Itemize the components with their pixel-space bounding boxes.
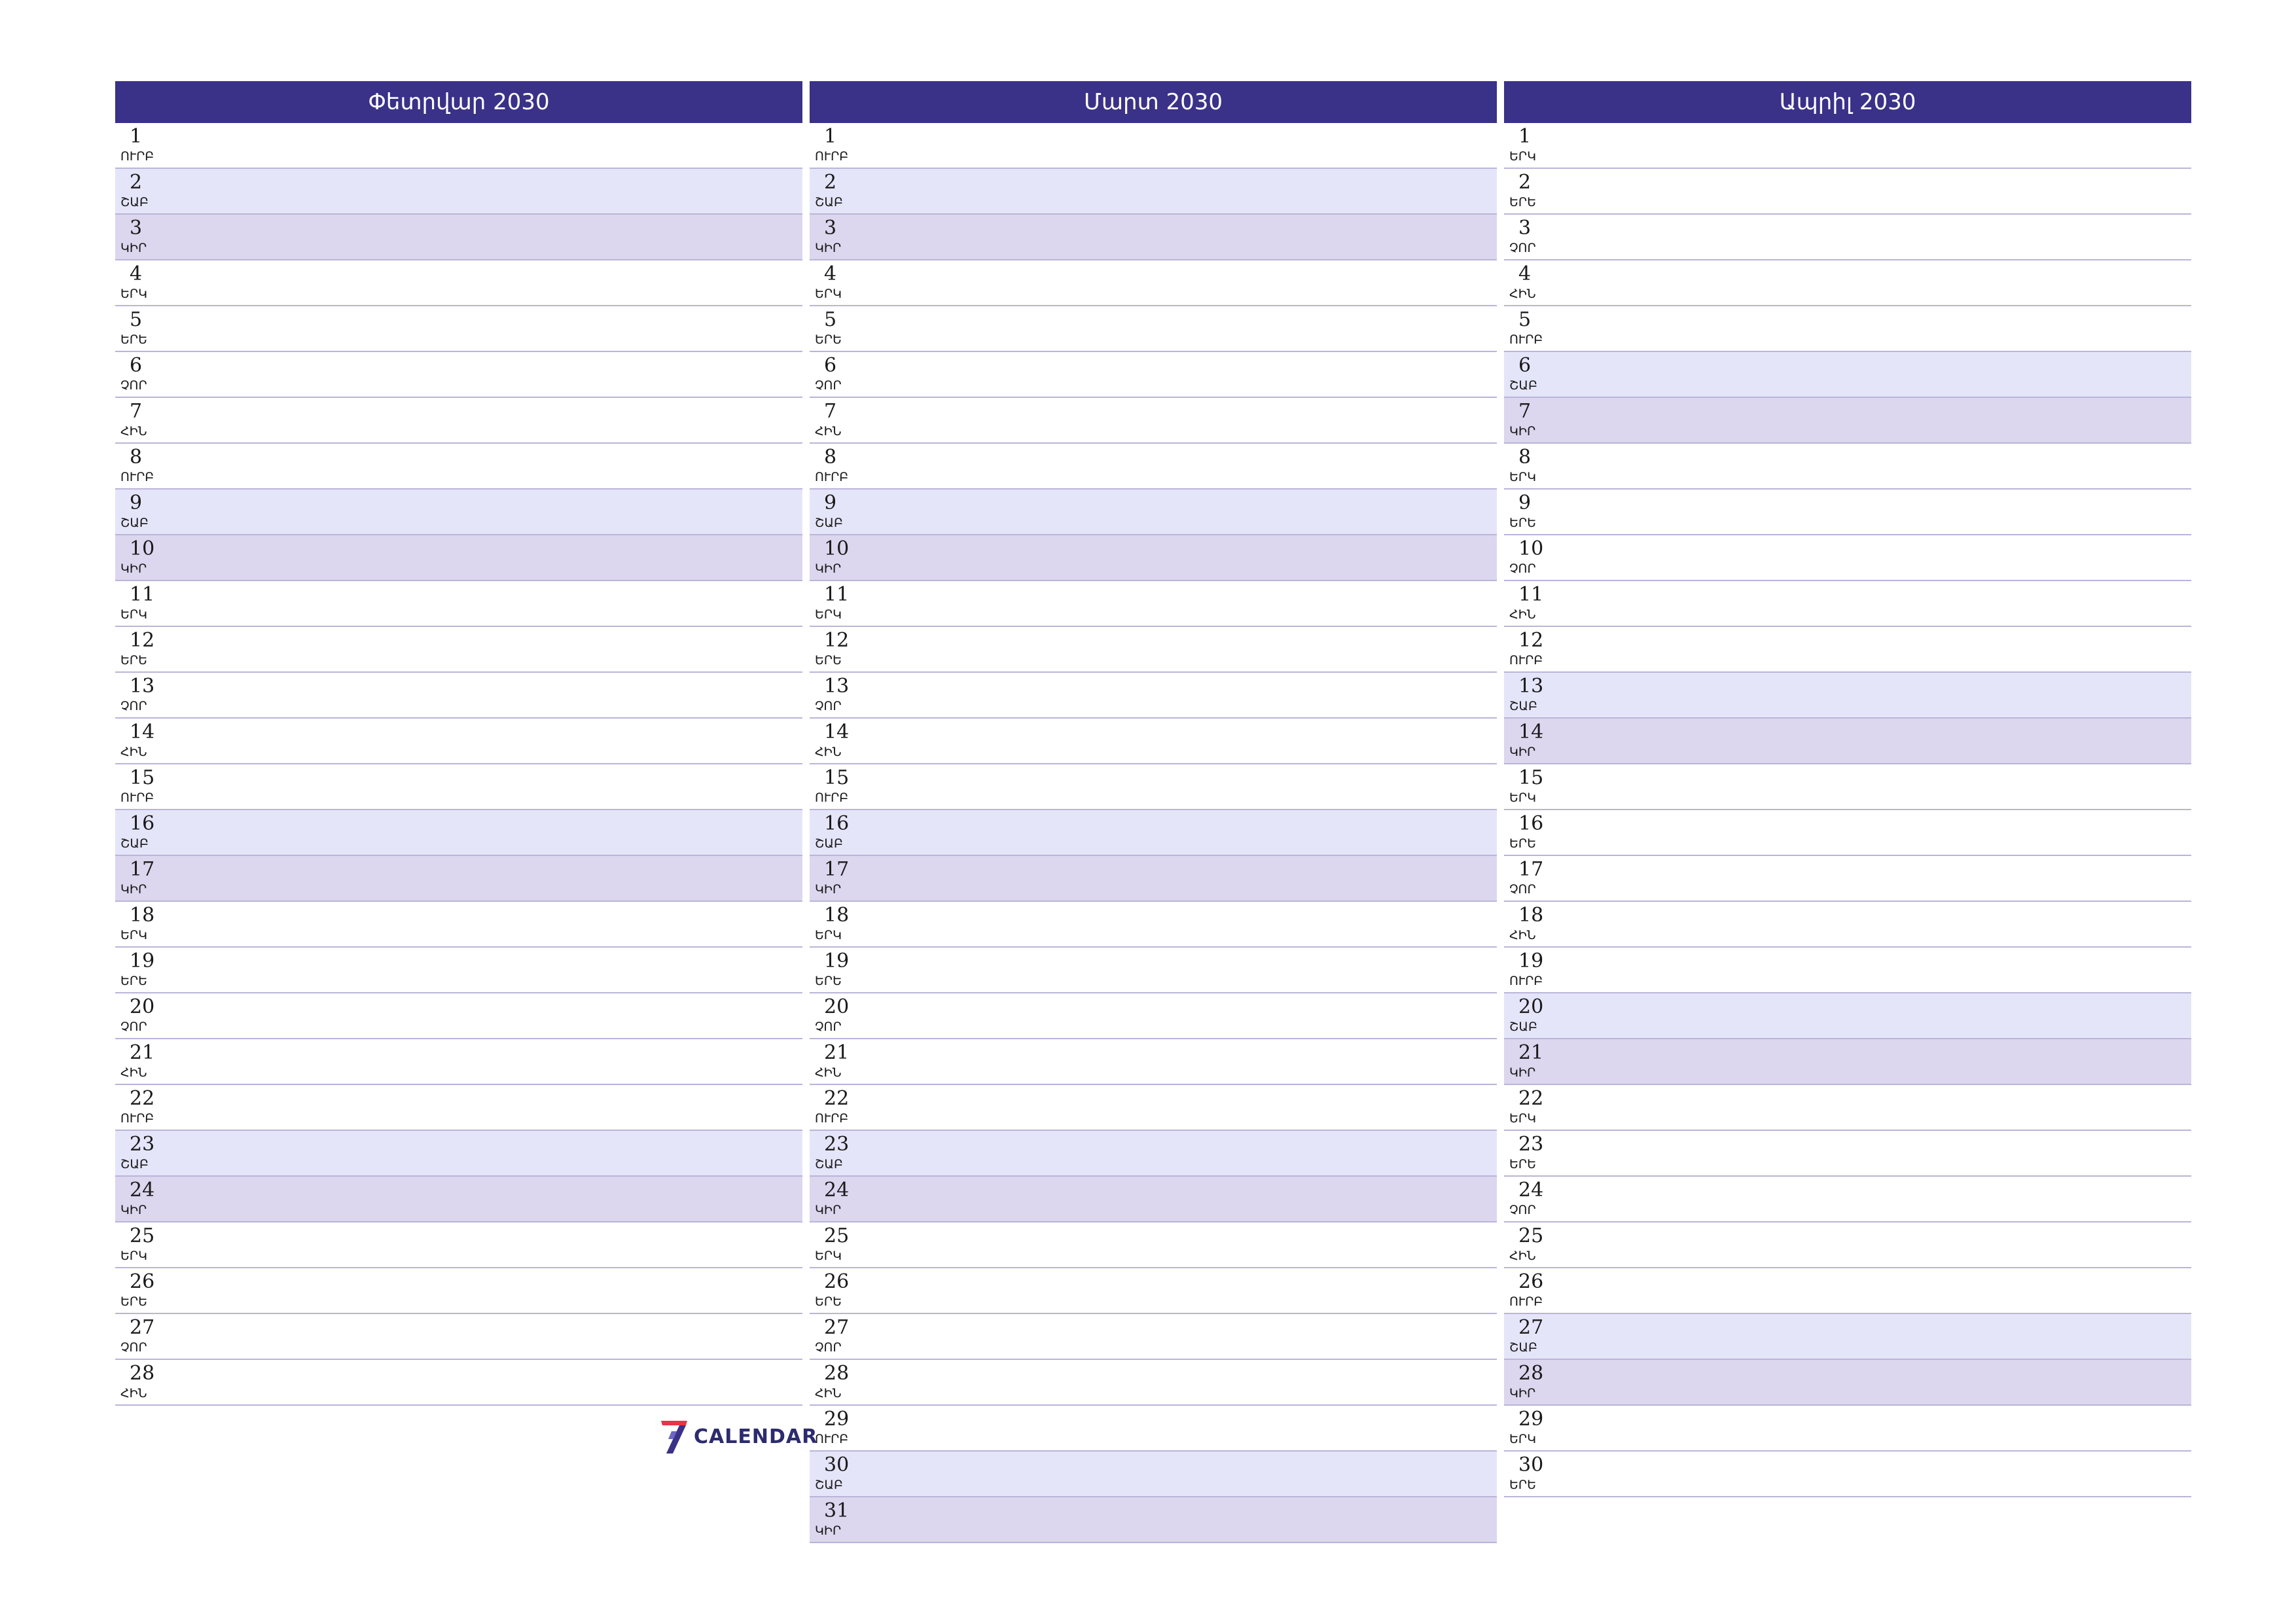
weekday-label: ՉՈՐ	[120, 1340, 147, 1355]
weekday-label: ՇԱԲ	[120, 1157, 149, 1171]
day-number: 24	[824, 1179, 850, 1202]
day-row	[1504, 260, 2191, 306]
day-row	[115, 1314, 802, 1360]
weekday-label: ՈՒՐԲ	[1509, 1294, 1543, 1309]
day-row	[115, 352, 802, 398]
weekday-label: ԵՐԿ	[120, 1249, 147, 1263]
day-row	[115, 810, 802, 856]
day-number: 20	[824, 995, 850, 1018]
weekday-label: ԵՐԵ	[120, 1294, 147, 1309]
day-row	[810, 1497, 1497, 1543]
day-row	[810, 444, 1497, 490]
day-list	[810, 123, 1497, 1543]
day-row	[810, 764, 1497, 810]
day-row	[115, 764, 802, 810]
day-number: 17	[130, 858, 155, 881]
day-number: 14	[824, 721, 850, 743]
weekday-label: ԵՐԿ	[815, 287, 842, 301]
day-number: 1	[1518, 125, 1532, 148]
day-number: 20	[1518, 995, 1544, 1018]
day-row	[1504, 1314, 2191, 1360]
weekday-label: ՈՒՐԲ	[815, 1111, 849, 1126]
month-title: Ապրիլ 2030	[1504, 81, 2191, 123]
weekday-label: ՇԱԲ	[815, 516, 843, 530]
day-row	[115, 1268, 802, 1314]
day-row	[1504, 1131, 2191, 1177]
day-number: 27	[1518, 1316, 1544, 1339]
day-number: 19	[130, 950, 155, 972]
day-row	[1504, 398, 2191, 444]
day-number: 3	[1518, 217, 1532, 240]
day-row	[810, 215, 1497, 260]
day-number: 12	[824, 629, 850, 652]
weekday-label: ԿԻՐ	[815, 562, 842, 576]
day-number: 1	[824, 125, 837, 148]
day-row	[810, 993, 1497, 1039]
day-number: 22	[824, 1087, 850, 1110]
day-number: 9	[824, 491, 837, 514]
day-number: 13	[824, 675, 850, 698]
weekday-label: ՉՈՐ	[1509, 1203, 1536, 1217]
day-row	[810, 1177, 1497, 1222]
day-row	[1504, 1177, 2191, 1222]
day-row	[115, 1360, 802, 1406]
day-row	[810, 1268, 1497, 1314]
weekday-label: ՀԻՆ	[120, 424, 147, 438]
day-number: 11	[824, 583, 850, 606]
weekday-label: ԿԻՐ	[120, 1203, 147, 1217]
day-number: 23	[1518, 1133, 1544, 1156]
day-row	[810, 719, 1497, 764]
weekday-label: ՇԱԲ	[815, 836, 843, 851]
day-number: 25	[130, 1224, 155, 1247]
day-number: 21	[1518, 1041, 1544, 1064]
day-row	[1504, 1406, 2191, 1452]
day-row	[810, 902, 1497, 948]
day-row	[810, 856, 1497, 902]
day-row	[115, 627, 802, 673]
day-row	[115, 490, 802, 535]
day-number: 20	[130, 995, 155, 1018]
day-row	[115, 856, 802, 902]
day-row	[115, 1085, 802, 1131]
weekday-label: ԵՐԵ	[815, 974, 842, 988]
day-row	[115, 1177, 802, 1222]
weekday-label: ՉՈՐ	[120, 1020, 147, 1034]
day-number: 21	[130, 1041, 155, 1064]
weekday-label: ԿԻՐ	[815, 1203, 842, 1217]
day-number: 26	[1518, 1270, 1544, 1293]
logo-text: CALENDAR	[694, 1425, 818, 1448]
day-row	[1504, 215, 2191, 260]
day-row	[810, 352, 1497, 398]
day-number: 25	[1518, 1224, 1544, 1247]
weekday-label: ԵՐԵ	[1509, 1478, 1536, 1492]
weekday-label: ԵՐԿ	[120, 287, 147, 301]
day-row	[115, 1039, 802, 1085]
day-number: 22	[1518, 1087, 1544, 1110]
weekday-label: ԵՐԵ	[1509, 1157, 1536, 1171]
weekday-label: ՇԱԲ	[815, 1478, 843, 1492]
day-row	[115, 902, 802, 948]
weekday-label: ՈՒՐԲ	[815, 791, 849, 805]
day-row	[1504, 490, 2191, 535]
weekday-label: ՉՈՐ	[1509, 882, 1536, 897]
day-number: 5	[130, 308, 143, 331]
day-number: 4	[1518, 262, 1532, 285]
day-number: 17	[824, 858, 850, 881]
day-row	[1504, 352, 2191, 398]
day-number: 16	[824, 812, 850, 835]
weekday-label: ՀԻՆ	[120, 745, 147, 759]
day-number: 30	[1518, 1454, 1544, 1476]
day-row	[115, 948, 802, 993]
day-row	[810, 1131, 1497, 1177]
weekday-label: ԵՐԵ	[120, 974, 147, 988]
weekday-label: ՇԱԲ	[815, 1157, 843, 1171]
day-number: 21	[824, 1041, 850, 1064]
day-number: 5	[824, 308, 837, 331]
day-row	[1504, 810, 2191, 856]
weekday-label: ՀԻՆ	[815, 1386, 842, 1400]
weekday-label: ՈՒՐԲ	[120, 791, 154, 805]
day-number: 14	[1518, 721, 1544, 743]
day-number: 26	[130, 1270, 155, 1293]
weekday-label: ՈՒՐԲ	[1509, 332, 1543, 347]
weekday-label: ԿԻՐ	[1509, 1386, 1536, 1400]
day-number: 1	[130, 125, 143, 148]
day-row	[1504, 673, 2191, 719]
day-number: 6	[1518, 354, 1532, 377]
day-number: 15	[130, 766, 155, 789]
day-number: 8	[130, 446, 143, 469]
month-february	[115, 81, 802, 1406]
day-number: 7	[824, 400, 837, 423]
weekday-label: ԵՐԵ	[120, 653, 147, 668]
day-number: 23	[130, 1133, 155, 1156]
weekday-label: ՉՈՐ	[120, 378, 147, 393]
day-number: 30	[824, 1454, 850, 1476]
day-number: 14	[130, 721, 155, 743]
day-number: 11	[1518, 583, 1544, 606]
day-row	[1504, 581, 2191, 627]
day-row	[1504, 719, 2191, 764]
day-row	[810, 673, 1497, 719]
day-row	[1504, 1222, 2191, 1268]
day-number: 5	[1518, 308, 1532, 331]
day-row	[115, 1131, 802, 1177]
weekday-label: ՇԱԲ	[1509, 1340, 1537, 1355]
weekday-label: ՇԱԲ	[1509, 1020, 1537, 1034]
day-row	[810, 1039, 1497, 1085]
day-row	[115, 260, 802, 306]
day-row	[115, 719, 802, 764]
day-number: 17	[1518, 858, 1544, 881]
day-row	[810, 535, 1497, 581]
weekday-label: ՈՒՐԲ	[120, 1111, 154, 1126]
weekday-label: ՀԻՆ	[1509, 287, 1536, 301]
weekday-label: ՀԻՆ	[120, 1065, 147, 1080]
day-number: 9	[1518, 491, 1532, 514]
day-row	[1504, 1085, 2191, 1131]
weekday-label: ԵՐԿ	[1509, 470, 1536, 484]
weekday-label: ՈՒՐԲ	[120, 470, 154, 484]
weekday-label: ՀԻՆ	[1509, 928, 1536, 942]
weekday-label: ԿԻՐ	[120, 882, 147, 897]
weekday-label: ԿԻՐ	[815, 882, 842, 897]
day-number: 19	[824, 950, 850, 972]
day-number: 13	[130, 675, 155, 698]
weekday-label: ՈՒՐԲ	[1509, 653, 1543, 668]
weekday-label: ՀԻՆ	[815, 424, 842, 438]
weekday-label: ՉՈՐ	[1509, 562, 1536, 576]
day-number: 25	[824, 1224, 850, 1247]
day-row	[115, 123, 802, 169]
day-row	[810, 260, 1497, 306]
weekday-label: ԵՐԵ	[1509, 836, 1536, 851]
weekday-label: ՉՈՐ	[120, 699, 147, 713]
day-row	[1504, 306, 2191, 352]
day-row	[810, 810, 1497, 856]
weekday-label: ԵՐԵ	[815, 332, 842, 347]
weekday-label: ՇԱԲ	[815, 195, 843, 209]
day-row	[115, 306, 802, 352]
day-row	[810, 123, 1497, 169]
weekday-label: ՉՈՐ	[1509, 241, 1536, 255]
weekday-label: ՈՒՐԲ	[120, 149, 154, 164]
day-row	[115, 673, 802, 719]
weekday-label: ԵՐԿ	[815, 1249, 842, 1263]
weekday-label: ՇԱԲ	[1509, 699, 1537, 713]
day-number: 2	[130, 171, 143, 194]
weekday-label: ԵՐԵ	[815, 653, 842, 668]
weekday-label: ԵՐԿ	[1509, 791, 1536, 805]
weekday-label: ԿԻՐ	[120, 562, 147, 576]
day-row	[810, 1085, 1497, 1131]
day-number: 10	[824, 537, 850, 560]
day-row	[1504, 1268, 2191, 1314]
day-number: 7	[130, 400, 143, 423]
weekday-label: ԵՐԿ	[1509, 1111, 1536, 1126]
day-row	[1504, 1360, 2191, 1406]
day-number: 3	[824, 217, 837, 240]
weekday-label: ԿԻՐ	[120, 241, 147, 255]
weekday-label: ՀԻՆ	[1509, 1249, 1536, 1263]
day-row	[115, 398, 802, 444]
day-number: 6	[824, 354, 837, 377]
day-number: 4	[130, 262, 143, 285]
month-title: Մարտ 2030	[810, 81, 1497, 123]
month-title: Փետրվար 2030	[115, 81, 802, 123]
day-number: 22	[130, 1087, 155, 1110]
weekday-label: ՈՒՐԲ	[815, 470, 849, 484]
day-number: 10	[1518, 537, 1544, 560]
day-number: 8	[824, 446, 837, 469]
weekday-label: ՀԻՆ	[815, 1065, 842, 1080]
day-row	[1504, 764, 2191, 810]
day-number: 26	[824, 1270, 850, 1293]
weekday-label: ԵՐԵ	[1509, 516, 1536, 530]
day-row	[810, 581, 1497, 627]
day-number: 6	[130, 354, 143, 377]
day-number: 18	[824, 904, 850, 927]
weekday-label: ԵՐԵ	[120, 332, 147, 347]
weekday-label: ԵՐԿ	[120, 928, 147, 942]
weekday-label: ԿԻՐ	[1509, 1065, 1536, 1080]
day-number: 28	[824, 1362, 850, 1385]
day-row	[810, 627, 1497, 673]
day-row	[810, 169, 1497, 215]
day-row	[115, 581, 802, 627]
day-number: 24	[1518, 1179, 1544, 1202]
day-row	[115, 535, 802, 581]
day-row	[115, 444, 802, 490]
day-row	[810, 1222, 1497, 1268]
day-row	[810, 1314, 1497, 1360]
day-row	[1504, 856, 2191, 902]
weekday-label: ԿԻՐ	[1509, 745, 1536, 759]
weekday-label: ՀԻՆ	[120, 1386, 147, 1400]
brand-logo	[660, 1418, 817, 1455]
month-april	[1504, 81, 2191, 1497]
weekday-label: ԵՐԵ	[815, 1294, 842, 1309]
day-row	[810, 1360, 1497, 1406]
weekday-label: ՀԻՆ	[1509, 607, 1536, 622]
day-number: 23	[824, 1133, 850, 1156]
day-row	[1504, 627, 2191, 673]
day-number: 7	[1518, 400, 1532, 423]
weekday-label: ԵՐԿ	[1509, 1432, 1536, 1446]
day-row	[115, 993, 802, 1039]
day-number: 12	[1518, 629, 1544, 652]
day-number: 18	[1518, 904, 1544, 927]
weekday-label: ԵՐԵ	[1509, 195, 1536, 209]
weekday-label: ԿԻՐ	[815, 1524, 842, 1538]
day-number: 15	[1518, 766, 1544, 789]
weekday-label: ՈՒՐԲ	[815, 1432, 849, 1446]
day-row	[810, 490, 1497, 535]
day-number: 16	[130, 812, 155, 835]
weekday-label: ՇԱԲ	[1509, 378, 1537, 393]
day-row	[1504, 535, 2191, 581]
day-number: 27	[130, 1316, 155, 1339]
day-row	[115, 169, 802, 215]
day-row	[115, 1222, 802, 1268]
day-number: 3	[130, 217, 143, 240]
weekday-label: ՇԱԲ	[120, 195, 149, 209]
day-row	[115, 215, 802, 260]
day-number: 29	[1518, 1408, 1544, 1431]
weekday-label: ՇԱԲ	[120, 836, 149, 851]
weekday-label: ԿԻՐ	[815, 241, 842, 255]
day-row	[810, 306, 1497, 352]
day-number: 11	[130, 583, 155, 606]
day-number: 15	[824, 766, 850, 789]
weekday-label: ԵՐԿ	[1509, 149, 1536, 164]
day-row	[1504, 1039, 2191, 1085]
weekday-label: ՀԻՆ	[815, 745, 842, 759]
weekday-label: ՉՈՐ	[815, 1020, 842, 1034]
day-row	[1504, 948, 2191, 993]
day-number: 18	[130, 904, 155, 927]
weekday-label: ՉՈՐ	[815, 1340, 842, 1355]
day-number: 24	[130, 1179, 155, 1202]
weekday-label: ՈՒՐԲ	[815, 149, 849, 164]
day-number: 8	[1518, 446, 1532, 469]
day-number: 29	[824, 1408, 850, 1431]
day-row	[1504, 993, 2191, 1039]
day-number: 19	[1518, 950, 1544, 972]
day-number: 28	[1518, 1362, 1544, 1385]
weekday-label: ՈՒՐԲ	[1509, 974, 1543, 988]
day-row	[810, 948, 1497, 993]
weekday-label: ԿԻՐ	[1509, 424, 1536, 438]
day-row	[810, 1452, 1497, 1497]
day-number: 31	[824, 1499, 850, 1522]
day-number: 13	[1518, 675, 1544, 698]
day-row	[1504, 444, 2191, 490]
day-list	[1504, 123, 2191, 1497]
weekday-label: ՉՈՐ	[815, 699, 842, 713]
day-row	[1504, 1452, 2191, 1497]
weekday-label: ԵՐԿ	[120, 607, 147, 622]
weekday-label: ՇԱԲ	[120, 516, 149, 530]
seven-logo-icon	[660, 1418, 689, 1455]
day-number: 4	[824, 262, 837, 285]
day-row	[1504, 123, 2191, 169]
day-number: 9	[130, 491, 143, 514]
weekday-label: ԵՐԿ	[815, 607, 842, 622]
day-number: 2	[1518, 171, 1532, 194]
day-number: 28	[130, 1362, 155, 1385]
day-list	[115, 123, 802, 1406]
day-number: 10	[130, 537, 155, 560]
day-row	[1504, 169, 2191, 215]
day-row	[810, 1406, 1497, 1452]
weekday-label: ՉՈՐ	[815, 378, 842, 393]
day-number: 27	[824, 1316, 850, 1339]
day-row	[1504, 902, 2191, 948]
day-row	[810, 398, 1497, 444]
weekday-label: ԵՐԿ	[815, 928, 842, 942]
day-number: 2	[824, 171, 837, 194]
month-march	[810, 81, 1497, 1543]
day-number: 16	[1518, 812, 1544, 835]
day-number: 12	[130, 629, 155, 652]
